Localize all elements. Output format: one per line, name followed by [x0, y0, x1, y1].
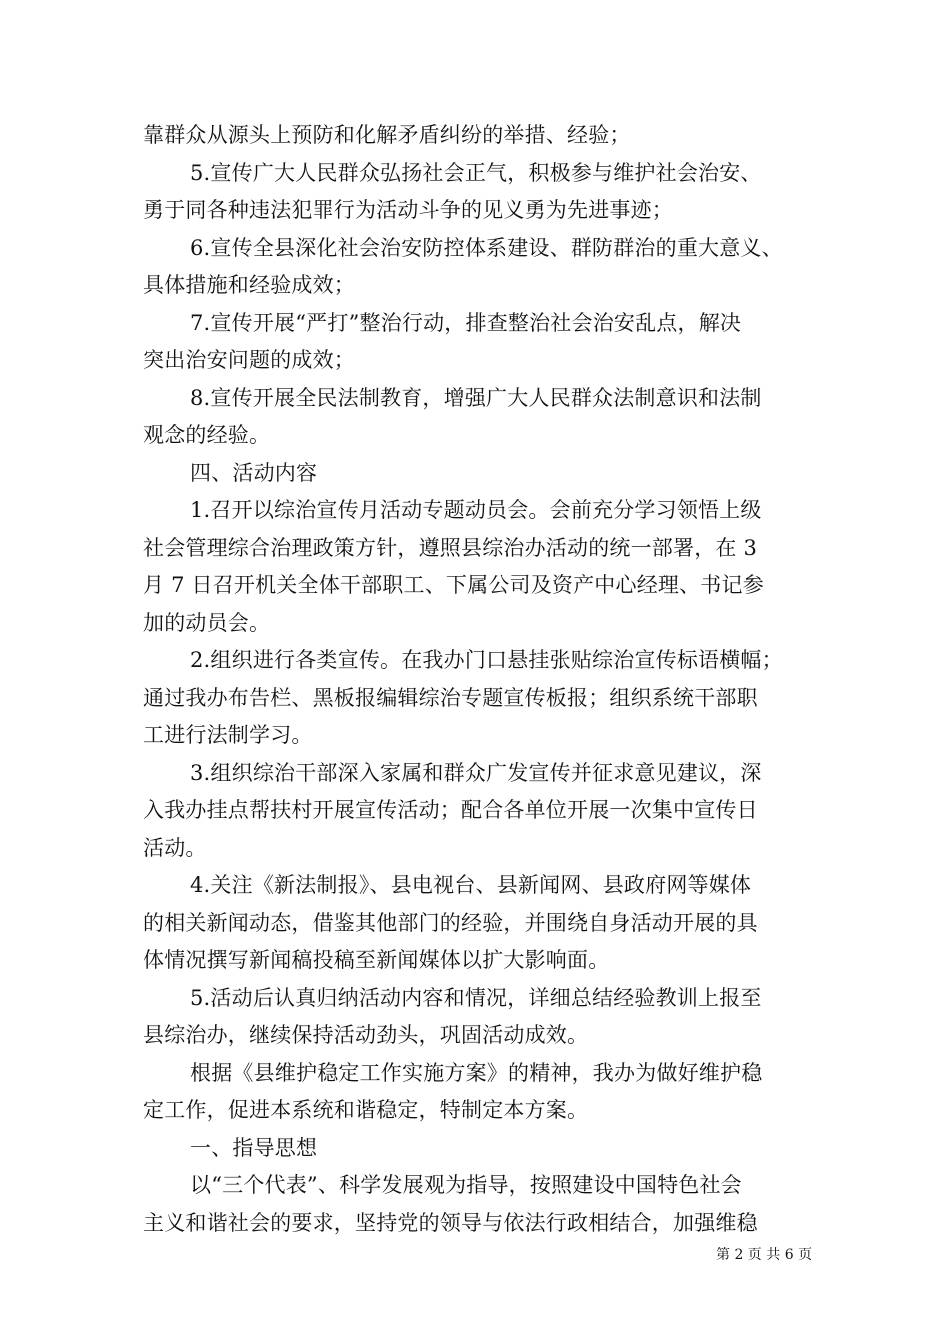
section-heading: 四、活动内容	[190, 461, 318, 485]
body-line: 入我办挂点帮扶村开展宣传活动；配合各单位开展一次集中宣传日	[143, 798, 758, 822]
body-line: 月 7 日召开机关全体干部职工、下属公司及资产中心经理、书记参	[143, 573, 764, 597]
body-line: 定工作，促进本系统和谐稳定，特制定本方案。	[143, 1098, 589, 1122]
list-item-line: 3.组织综治干部深入家属和群众广发宣传并征求意见建议，深	[190, 761, 762, 785]
body-line: 观念的经验。	[143, 423, 271, 447]
body-line: 活动。	[143, 836, 207, 860]
body-line: 体情况撰写新闻稿投稿至新闻媒体以扩大影响面。	[143, 948, 610, 972]
paragraph-line: 根据《县维护稳定工作实施方案》的精神，我办为做好维护稳	[190, 1061, 763, 1085]
list-item-line: 4.关注《新法制报》、县电视台、县新闻网、县政府网等媒体	[190, 873, 752, 897]
body-line: 主义和谐社会的要求，坚持党的领导与依法行政相结合，加强维稳	[143, 1211, 758, 1235]
body-line: 加的动员会。	[143, 611, 271, 635]
list-item-line: 6.宣传全县深化社会治安防控体系建设、群防群治的重大意义、	[190, 236, 783, 260]
body-line: 的相关新闻动态，借鉴其他部门的经验，并围绕自身活动开展的具	[143, 911, 758, 935]
body-line: 具体措施和经验成效；	[143, 273, 355, 297]
paragraph-line: 以“三个代表”、科学发展观为指导，按照建设中国特色社会	[190, 1173, 742, 1197]
body-line: 靠群众从源头上预防和化解矛盾纠纷的举措、经验；	[143, 123, 631, 147]
list-item-line: 1.召开以综治宣传月活动专题动员会。会前充分学习领悟上级	[190, 498, 762, 522]
list-item-line: 2.组织进行各类宣传。在我办门口悬挂张贴综治宣传标语横幅；	[190, 648, 783, 672]
list-item-line: 8.宣传开展全民法制教育，增强广大人民群众法制意识和法制	[190, 386, 762, 410]
list-item-line: 5.宣传广大人民群众弘扬社会正气，积极参与维护社会治安、	[190, 161, 762, 185]
list-item-line: 7.宣传开展“严打”整治行动，排查整治社会治安乱点，解决	[190, 311, 742, 335]
body-line: 通过我办布告栏、黑板报编辑综治专题宣传板报；组织系统干部职	[143, 686, 758, 710]
body-line: 社会管理综合治理政策方针，遵照县综治办活动的统一部署，在 3	[143, 536, 758, 560]
list-item-line: 5.活动后认真归纳活动内容和情况，详细总结经验教训上报至	[190, 986, 762, 1010]
section-heading: 一、指导思想	[190, 1136, 318, 1160]
body-line: 勇于同各种违法犯罪行为活动斗争的见义勇为先进事迹；	[143, 198, 673, 222]
body-line: 突出治安问题的成效；	[143, 348, 355, 372]
body-line: 工进行法制学习。	[143, 723, 313, 747]
page-number: 第 2 页 共 6 页	[716, 1247, 813, 1263]
body-line: 县综治办，继续保持活动劲头，巩固活动成效。	[143, 1023, 589, 1047]
